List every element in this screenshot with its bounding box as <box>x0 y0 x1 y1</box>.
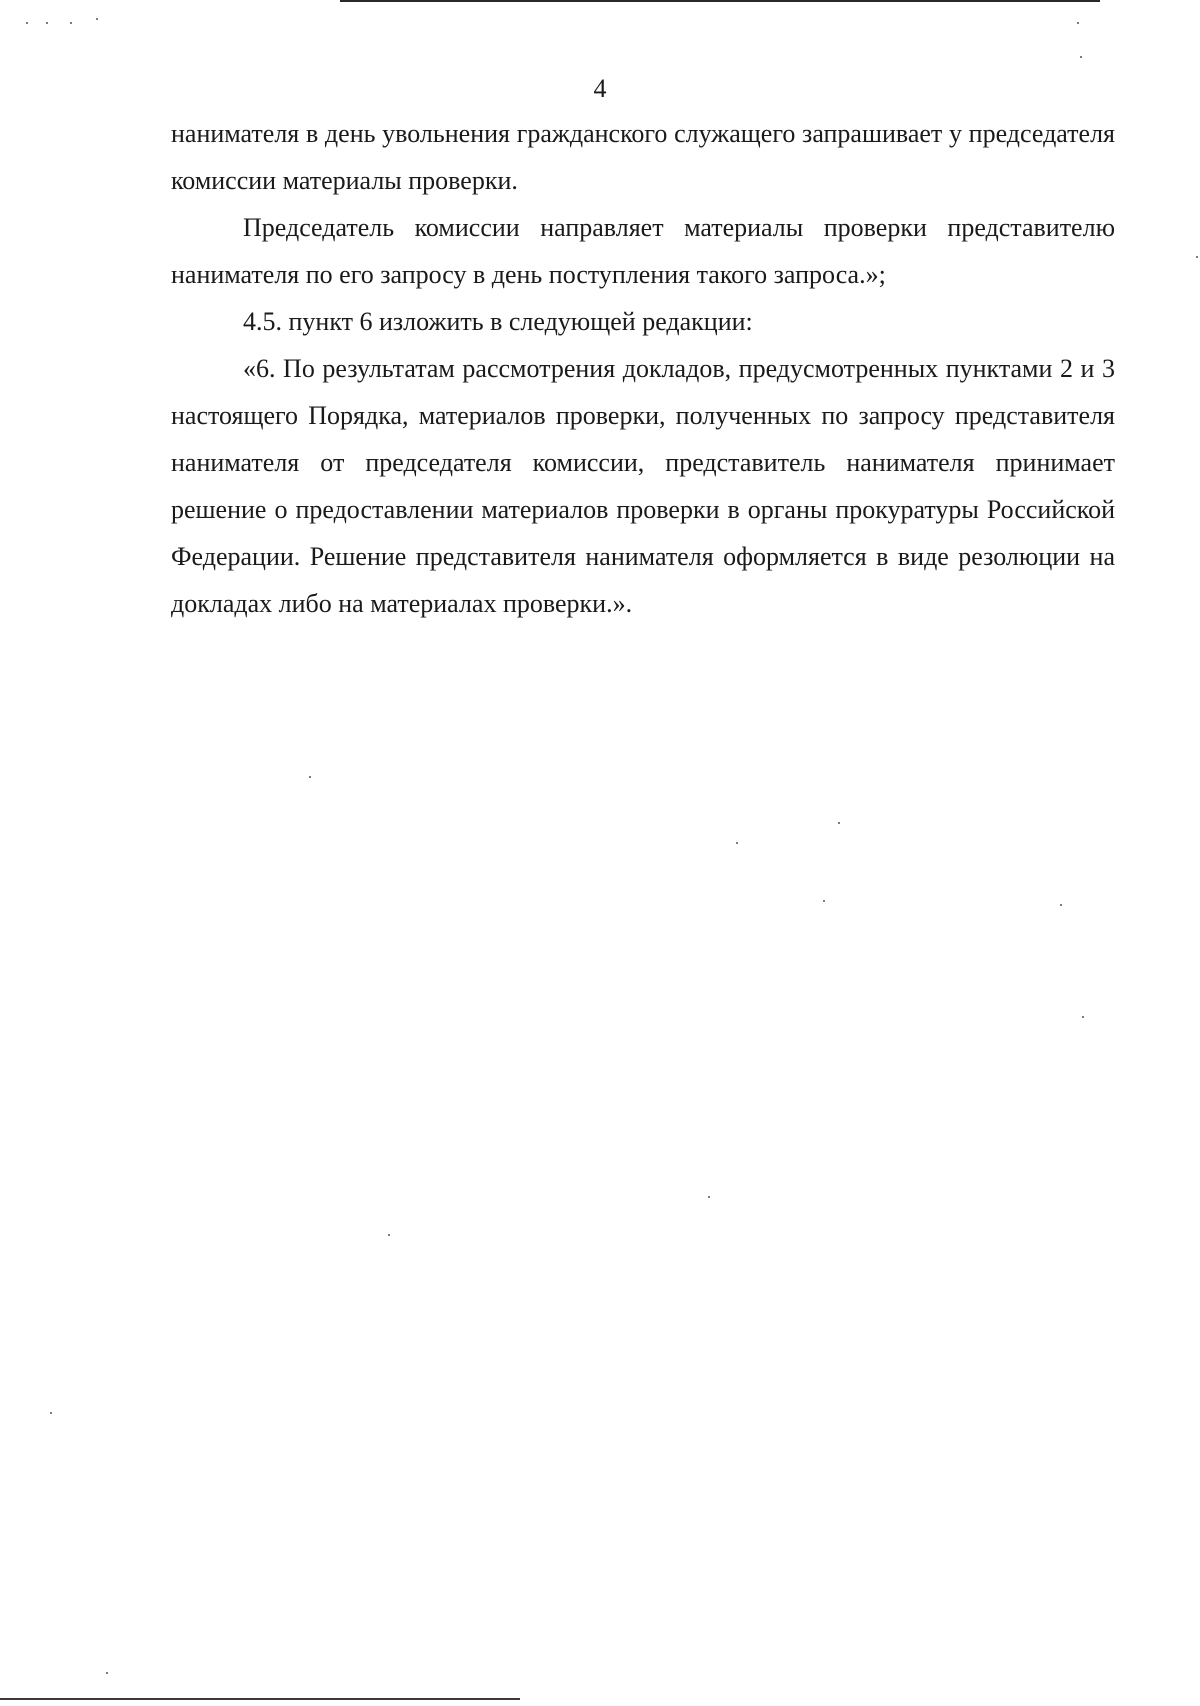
scan-speck <box>1060 904 1062 906</box>
scan-speck <box>106 1672 108 1674</box>
scan-speck <box>96 18 98 20</box>
scan-speck <box>823 900 825 902</box>
scan-speck <box>1080 56 1082 58</box>
scan-speck <box>1196 256 1198 258</box>
document-body <box>171 110 1115 627</box>
scan-speck <box>1082 1016 1084 1018</box>
scan-speck <box>388 1234 390 1236</box>
scan-speck <box>838 822 840 824</box>
scan-speck <box>70 22 72 24</box>
scan-speck <box>46 22 48 24</box>
scan-top-edge <box>340 0 1100 2</box>
page-number: 4 <box>593 74 607 103</box>
paragraph-item-4-5: 4.5. пункт 6 изложить в следующей редакции: <box>243 307 753 336</box>
scan-speck <box>50 1412 52 1414</box>
paragraph-item-6-new-wording: «6. По результатам рассмотрения докладов, предусмотренных пунктами 2 и 3 настоящего Порядка, материалов проверки, полученных по запросу представителя нанимателя от председателя комиссии, представитель нанимателя принимает решение о предоставлении материалов проверки в органы прокуратуры Российской Федерации. Решение представителя нанимателя оформляется в виде резолюции на докладах либо на материалах проверки.». <box>171 354 1115 618</box>
scan-speck <box>708 1196 710 1198</box>
scan-speck <box>26 22 28 24</box>
scan-speck <box>736 842 738 844</box>
paragraph-continuation: нанимателя в день увольнения гражданского служащего запрашивает у председателя комиссии материалы проверки. <box>171 119 1115 195</box>
scan-speck <box>309 776 311 778</box>
scan-speck <box>1077 22 1079 24</box>
scan-bottom-edge <box>0 1698 520 1700</box>
paragraph-chairman-sends-materials: Председатель комиссии направляет материалы проверки представителю нанимателя по его запросу в день поступления такого запроса.»; <box>171 213 1115 289</box>
